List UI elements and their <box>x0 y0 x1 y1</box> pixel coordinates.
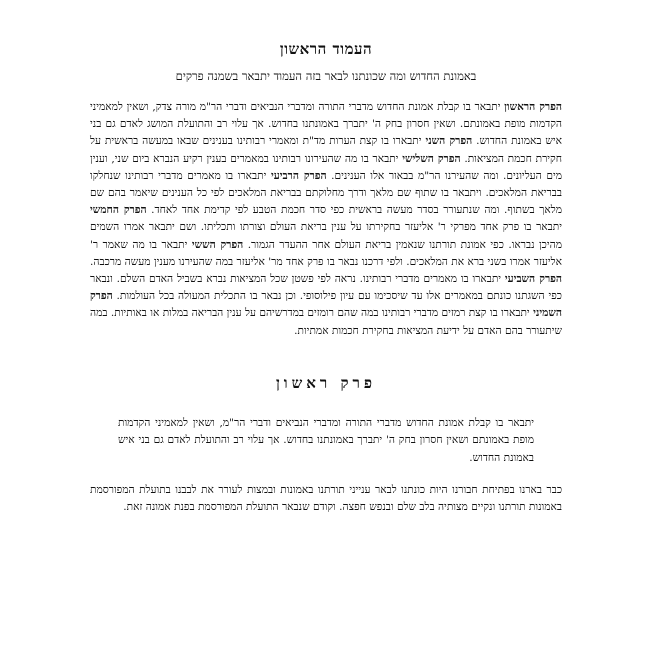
intro-text: יתבאר בו קבלת אמונת החדוש מדברי התורה ומדברי הנביאים ודברי הר"מ מורה צדק, ושאין למאמיני הקדמות מופת באמונתם. ושאין חסרון בחק ה' יתברך באמונתנו בחדוש. אך עלוי רב והתועלת המושג לאדם גם בני איש באמונת החדוש. <box>90 101 562 148</box>
intro-text: יתבארו בו קצת רמזים מדברי רבותינו במה שהם רומזים במדרשיהם על ענין הבריאה במלות או באותיות. במה שיתעורר בהם האדם על ידיעת המציאות בחקירת חכמות אמתיות. <box>90 307 562 337</box>
intro-text: יתבארו בו קצת הערות מד"ת ומאמרי רבותינו בענינים שבאו במעשה בראשית על חקירת חכמת המציאות. <box>90 135 562 165</box>
chapter-label: הפרק הראשון <box>504 101 562 113</box>
chapter-label: הפרק השני <box>425 135 473 148</box>
section-title: העמוד הראשון <box>279 40 373 58</box>
section-subtitle: באמונת החדוש ומה שכונתנו לבאר בזה העמוד יתבאר בשמנה פרקים <box>175 69 477 83</box>
intro-text: יתבאר בו מה שאמר ר' אליעזר אמרו בשני ברא את המלאכים. ולפי דרכנו נבאר בו פרק אחד מר' אליעזר במה שהעירנו מענין מעשה מרכבה. <box>90 238 562 268</box>
chapter-label: הפרק הרביעי <box>270 169 327 182</box>
chapter-label: הפרק השביעי <box>504 273 563 286</box>
chapter-body: כבר בארנו בפתיחת חבורנו היות כונתנו לבאר ענייני תורתנו באמונות ובמצות לעורר את לבבנו בתועלת המפורסמת באמונות תורתנו ונקיים מצותיה בלב שלם ובנפש חפצה. וקודם שנבאר התועלת המפורסמת בפנת אמונה זאת. <box>90 483 562 513</box>
intro-text: יתבארו בו מאמרים מדברי רבותינו. נראה לפי פשטן שכל המציאות נברא בשביל האדם השלם. ונבאר כפי השגתנו כונתם במאמרים אלו עד שיסכימו עם עיון פילוסופי. וכן נבאר בו התכלית המעולה בכל העולמות. <box>90 273 562 303</box>
chapter-label: הפרק השלישי <box>402 152 461 165</box>
intro-text: יתבארו בו מאמרים מדברי רבותינו שנחלקו בבריאת המלאכים. ויתבאר בו שתוף שם מלאך ודרך מחלוקתם בבריאת המלאכים לפי כל הענינים שיאמר בהם שם מלאך בשתוף. ומה שנתעורר בסדר מעשה בראשית כפי סדר חכמת הטבע לפי קדימת אחד לאחד. <box>90 169 562 217</box>
chapter-title: פרק ראשון <box>275 373 377 392</box>
chapter-label: הפרק השמיני <box>90 290 562 320</box>
chapter-label: הפרק החמשי <box>90 204 147 217</box>
intro-text: יתבאר בו מה שהעירונו רבותינו במאמרים בענין רקיע הנברא ביום שני, וענין מים העליונים. ומה שהעירנו הר"מ בבאור אלו הענינים. <box>90 152 563 182</box>
chapter-summary: יתבאר בו קבלת אמונת החדוש מדברי התורה ומדברי הנביאים ודברי הר"מ, ושאין למאמיני הקדמות מופת באמונתם ושאין חסרון בחק ה' יתברך באמונתנו בחדוש. אך עלוי רב והתועלת לאדם גם בני איש באמונת החדוש. <box>118 416 534 465</box>
intro-paragraph <box>90 99 562 340</box>
intro-text: יתבאר בו פרק אחד מפרקי ר' אליעזר בחקירתו על ענין בריאת העולם וצורתו ותכליתו. ושם יתבאר אמרו השמים מהיכן נבראו. כפי אמונת תורתנו שנאמין בריאת העולם אחר ההעדר הגמור. <box>90 221 563 251</box>
chapter-label: הפרק הששי <box>191 238 244 251</box>
